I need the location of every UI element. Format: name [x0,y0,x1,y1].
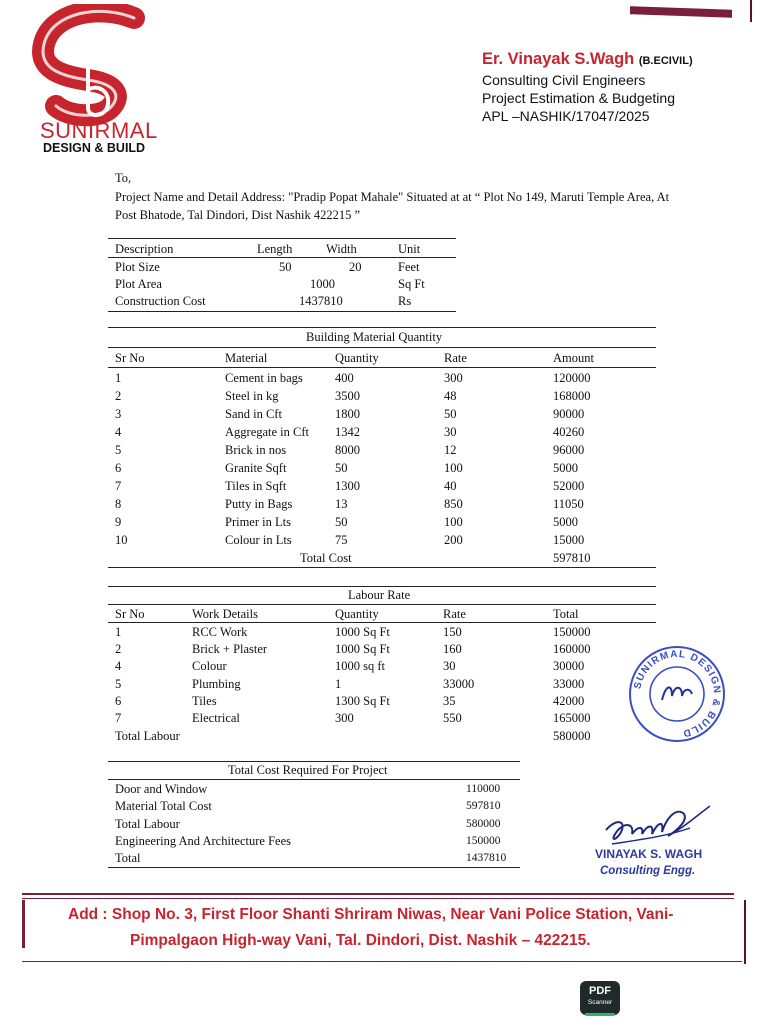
cell: Plumbing [192,677,241,691]
cell: 7 [115,479,122,493]
cell: Putty in Bags [225,497,293,511]
table-row [0,495,768,513]
cell: 165000 [553,711,591,725]
cell: Brick in nos [225,443,287,457]
cell: 200 [444,533,463,547]
cell: 75 [335,533,348,547]
brand-name: SUNIRMAL [40,118,158,143]
cell: RCC Work [192,625,248,639]
cell: 10 [115,533,128,547]
footer-left-bar [22,900,25,948]
header-amount: Amount [553,351,594,365]
table-row [0,258,768,276]
cell: 52000 [553,479,585,493]
cell: 550 [443,711,462,725]
cell: Electrical [192,711,240,725]
cell: 100 [444,461,463,475]
cell: 1437810 [299,294,343,308]
material-rule-caption [108,347,656,348]
cell: 30 [443,659,456,673]
cell: 30 [444,425,457,439]
engineer-line-1: Consulting Civil Engineers [482,72,646,88]
header-length: Length [257,242,293,256]
cell: 4 [115,659,122,673]
summary-rule-top [108,761,520,762]
cell: 1000 sq ft [335,659,385,673]
cell: Tiles in Sqft [225,479,287,493]
summary-rule-bottom [108,867,520,868]
summary-caption: Total Cost Required For Project [228,763,388,777]
cell: Brick + Plaster [192,642,268,656]
signature-name: VINAYAK S. WAGH [595,847,703,861]
cell: 3 [115,407,122,421]
table-row [0,387,768,405]
cell: 580000 [466,818,501,830]
cell: 35 [443,694,456,708]
labour-header [0,605,768,623]
cell: 5000 [553,461,578,475]
table-row [0,477,768,495]
cell: Tiles [192,694,217,708]
cell: 5 [115,677,122,691]
pdf-scanner-badge [580,981,620,1015]
cell: 33000 [553,677,585,691]
footer-address-line-1: Add : Shop No. 3, First Floor Shanti Shriram Niwas, Near Vani Police Station, Vani- [68,906,674,923]
cell: 1437810 [466,852,507,864]
cell: Cement in bags [225,371,303,385]
cell: 20 [349,260,362,274]
labour-rule-top [108,586,656,587]
cell: 1 [115,625,122,639]
cell: 48 [444,389,457,403]
brand-subtitle: DESIGN & BUILD [43,141,146,155]
labour-total-value: 580000 [553,729,591,743]
table-row [0,369,768,387]
footer-right-bar [744,900,746,964]
salutation: To, [115,171,132,185]
cell: 9 [115,515,122,529]
cell: 1300 Sq Ft [335,694,390,708]
header-sr-no: Sr No [115,607,145,621]
header-description: Description [115,242,174,256]
cell: 5 [115,443,122,457]
header-unit: Unit [398,242,421,256]
header-quantity: Quantity [335,351,379,365]
cell: 2 [115,642,122,656]
cell: Steel in kg [225,389,279,403]
header-sr-no: Sr No [115,351,145,365]
cell: Total [115,851,141,865]
cell: 12 [444,443,457,457]
cell: 400 [335,371,354,385]
header-quantity: Quantity [335,607,379,621]
cell: 50 [279,260,292,274]
cell: 300 [444,371,463,385]
cell: 3500 [335,389,360,403]
cell: Door and Window [115,782,208,796]
cell: 150 [443,625,462,639]
cell: 11050 [553,497,584,511]
cell: 110000 [466,783,501,795]
cell: 1800 [335,407,360,421]
cell: 120000 [553,371,591,385]
cell: Feet [398,260,420,274]
plot-table-rule-bottom [108,311,456,312]
cell: 1000 [310,277,335,291]
material-total-value: 597810 [553,551,591,565]
cell: Primer in Lts [225,515,291,529]
pdf-badge-bar [585,1013,615,1016]
footer-rule-bottom [22,961,742,962]
cell: 96000 [553,443,585,457]
cell: 150000 [553,625,591,639]
footer-address-line-2: Pimpalgaon High-way Vani, Tal. Dindori, Dist. Nashik – 422215. [130,932,591,949]
table-row [0,405,768,423]
cell: Colour [192,659,227,673]
material-total-row [0,549,768,567]
cell: 160 [443,642,462,656]
engineer-line-2: Project Estimation & Budgeting [482,90,675,106]
cell: 13 [335,497,348,511]
cell: 150000 [466,835,501,847]
header-work-details: Work Details [192,607,258,621]
cell: 168000 [553,389,591,403]
cell: 4 [115,425,122,439]
cell: 160000 [553,642,591,656]
footer-rule-top [22,893,734,895]
pdf-badge-subtitle: Scanner [587,999,613,1006]
pdf-badge-title: PDF [589,985,611,997]
cell: 8000 [335,443,360,457]
material-total-label: Total Cost [300,551,352,565]
engineer-degree: (B.ECIVIL) [638,55,693,67]
header-rate: Rate [443,607,466,621]
cell: 42000 [553,694,585,708]
cell: Engineering And Architecture Fees [115,834,291,848]
cell: Total Labour [115,817,180,831]
cell: Plot Size [115,260,160,274]
engineer-line-3: APL –NASHIK/17047/2025 [482,108,650,124]
cell: 7 [115,711,122,725]
table-row [0,275,768,293]
page-edge-mark [750,0,752,22]
signature-title: Consulting Engg. [600,865,696,877]
cell: 33000 [443,677,475,691]
project-address: Project Name and Detail Address: "Pradip Popat Mahale" Situated at at “ Plot No 149, Maruti Temple Area, At Post Bhatode, Tal Dindori, Dist Nashik 422215 ” [115,190,670,222]
table-row [0,459,768,477]
cell: Sq Ft [398,277,425,291]
header-rate: Rate [444,351,467,365]
cell: Rs [398,294,412,308]
cell: 1000 Sq Ft [335,642,390,656]
table-row [0,531,768,549]
cell: Colour in Lts [225,533,292,547]
table-row [0,292,768,310]
cell: 15000 [553,533,585,547]
table-row [0,623,768,641]
cell: 1300 [335,479,360,493]
table-row [0,780,768,798]
table-row [0,441,768,459]
cell: 2 [115,389,122,403]
cell: 40 [444,479,457,493]
company-stamp [622,644,732,744]
cell: 6 [115,694,122,708]
cell: Construction Cost [115,294,206,308]
cell: 50 [335,461,348,475]
cell: Sand in Cft [225,407,282,421]
cell: Aggregate in Cft [225,425,310,439]
material-rule-bottom [108,567,656,568]
cell: 30000 [553,659,585,673]
cell: 1000 Sq Ft [335,625,390,639]
cell: 50 [335,515,348,529]
cell: 90000 [553,407,585,421]
cell: Plot Area [115,277,162,291]
plot-table-header [0,240,768,258]
cell: 100 [444,515,463,529]
cell: 40260 [553,425,585,439]
plot-table-rule-top [108,238,456,239]
header-total: Total [553,607,579,621]
cell: 850 [444,497,463,511]
cell: 597810 [466,800,501,812]
header-width: Width [326,242,357,256]
table-row [0,513,768,531]
svg-text:SUNIRMAL DESIGN & BUILD: SUNIRMAL DESIGN & BUILD [632,648,723,739]
cell: 1 [335,677,342,691]
engineer-name-text: Er. Vinayak S.Wagh [482,50,635,68]
cell: 1342 [335,425,360,439]
header-stripe [630,6,732,18]
footer-rule-top-thin [22,898,734,899]
material-rule-header [108,367,656,368]
cell: 50 [444,407,457,421]
cell: 1 [115,371,122,385]
material-caption: Building Material Quantity [306,330,443,344]
cell: 8 [115,497,122,511]
cell: 300 [335,711,354,725]
table-row [0,423,768,441]
cell: 6 [115,461,122,475]
cell: Granite Sqft [225,461,287,475]
cell: 5000 [553,515,578,529]
material-rule-top [108,327,656,328]
labour-total-label: Total Labour [115,729,180,743]
labour-caption: Labour Rate [348,588,411,602]
header-material: Material [225,351,268,365]
material-header [0,349,768,367]
engineer-name [482,50,693,69]
cell: Material Total Cost [115,799,212,813]
